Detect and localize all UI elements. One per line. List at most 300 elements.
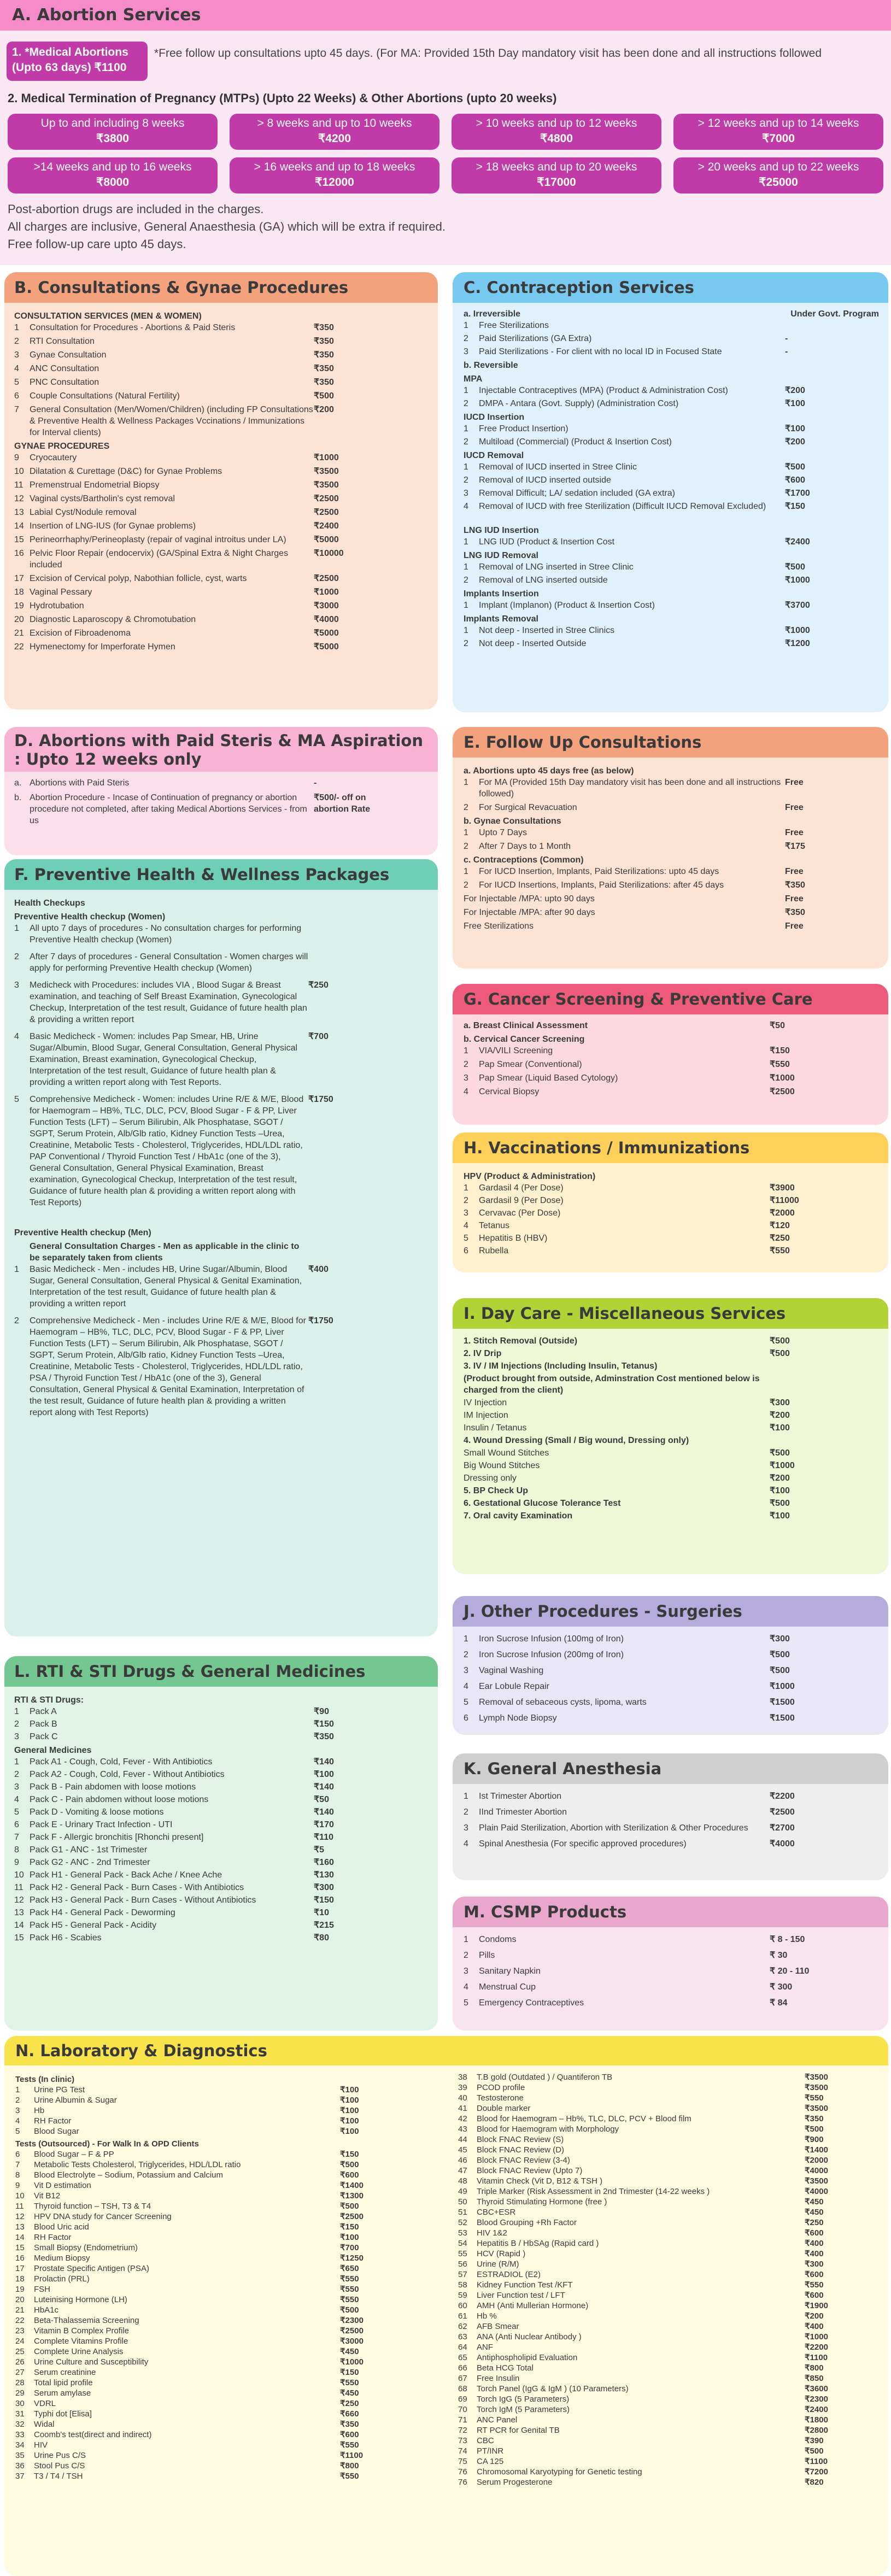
item-label: Hb % [477,2311,497,2321]
item-price: ₹2500 [340,2212,364,2221]
item-label: Pack A [30,1707,57,1716]
item-label: Insertion of LNG-IUS (for Gynae problems) [30,521,196,531]
section-g-list [464,1020,879,1100]
subheading: LNG IUD Removal [464,551,538,560]
item-price: ₹700 [308,1032,329,1041]
list-row [464,802,879,813]
item-price: ₹ 20 - 110 [770,1967,810,1976]
item-price: ₹2400 [314,521,339,531]
item-price: ₹2400 [785,537,810,547]
list-row [14,1706,430,1717]
item-label: For Injectable /MPA: after 90 days [464,908,595,917]
list-row [15,2116,431,2126]
item-price: ₹1750 [308,1095,333,1104]
item-label: Pack H6 - Scabies [30,1933,102,1943]
item-label: 6. Gestational Glucose Tolerance Test [464,1499,621,1508]
item-number: 29 [15,2389,25,2398]
item-price: ₹500 [785,562,805,572]
item-number: 4 [14,1032,19,1041]
item-number: 15 [14,535,24,544]
item-price: ₹100 [770,1423,790,1433]
item-label: Widal [34,2420,55,2429]
item-number: b. [14,793,22,802]
list-row [14,1756,430,1768]
item-price: ₹450 [340,2389,359,2398]
item-price: ₹1750 [308,1316,333,1325]
item-label: Pack B - Pain abdomen with loose motions [30,1782,196,1792]
section-j [453,1596,888,1735]
item-label: Cervavac (Per Dose) [479,1208,561,1218]
item-price: ₹150 [770,1046,790,1055]
item-label: CBC+ESR [477,2208,516,2217]
item-number: 6 [14,1820,19,1829]
item-label: For IUCD Insertion, Implants, Paid Sterilizations: upto 45 days [479,867,719,876]
list-row [458,2394,874,2404]
item-price: ₹400 [805,2249,824,2258]
pill-price: ₹4200 [318,132,351,145]
list-row [464,893,879,905]
mtp-price-pill [230,114,439,150]
list-row [464,474,879,486]
item-price: ₹500 [770,1499,790,1508]
item-price: ₹200 [805,2311,824,2321]
item-number: 13 [14,1908,24,1917]
item-label: For Surgical Revacuation [479,803,577,812]
item-price: ₹650 [340,2264,359,2273]
item-number: 16 [14,549,24,558]
item-price: ₹350 [314,378,334,387]
item-price: ₹2700 [770,1823,795,1833]
item-price: ₹4000 [314,615,339,624]
abortion-note: All charges are inclusive, General Anaesthesia (GA) which will be extra if required. [8,220,445,233]
pill-price: ₹25000 [759,176,798,189]
item-price: ₹1000 [770,1682,795,1691]
item-price: ₹300 [770,1634,790,1644]
irreversible-heading: a. Irreversible [464,309,521,319]
item-price: ₹350 [340,2420,359,2429]
item-number: 25 [15,2347,25,2356]
list-row [14,507,430,518]
list-row [14,614,430,625]
subheading: IUCD Insertion [464,413,525,422]
item-label: Blood Sugar – F & PP [34,2150,114,2159]
list-row [464,1182,879,1194]
item-price: Free [785,867,804,876]
item-price: ₹100 [770,1511,790,1521]
section-l-list [14,1692,430,1945]
list-row [464,1245,879,1257]
list-row [464,907,879,918]
mtp-title: 2. Medical Termination of Pregnancy (MTPs) (Upto 22 Weeks) & Other Abortions (upto 20 weeks) [8,91,557,105]
item-number: 34 [15,2440,25,2450]
item-label: Beta HCG Total [477,2363,534,2373]
item-number: 47 [458,2166,467,2175]
item-price: ₹1400 [805,2145,828,2155]
mtp-price-pill [452,157,661,193]
item-price: ₹100 [785,424,805,433]
list-row [15,2211,431,2222]
list-row [14,1781,430,1793]
item-number: 12 [14,494,24,503]
section-g [453,984,888,1125]
free-followup-note: *Free follow up consultations upto 45 days. (For MA: Provided 15th Day mandatory visit has been done and all instructions followed [154,47,822,60]
item-label: Paid Sterilizations (GA Extra) [479,334,592,343]
item-number: 16 [15,2254,25,2263]
list-row [458,2477,874,2487]
subheading: RTI & STI Drugs: [14,1695,84,1705]
list-row [464,436,879,448]
item-label: Not deep - Inserted in Stree Clinics [479,626,615,635]
list-row [14,377,430,388]
subheading: Preventive Health checkup (Men) [14,1228,151,1237]
item-price: ₹130 [314,1870,334,1880]
mtp-price-pill [230,157,439,193]
subheading: HPV (Product & Administration) [464,1172,596,1181]
section-d-title: D. Abortions with Paid Steris & MA Aspiration : Upto 12 weeks only [14,731,423,768]
item-number: 72 [458,2426,467,2435]
item-label: For Injectable /MPA: upto 90 days [464,894,595,903]
item-price: ₹600 [805,2228,824,2238]
item-number: 8 [15,2170,20,2180]
item-number: 4 [464,502,468,511]
item-price: ₹140 [314,1757,334,1767]
list-row [15,2191,431,2201]
list-row [15,2326,431,2336]
list-row [14,1731,430,1742]
item-label: Blood Uric acid [34,2222,89,2232]
item-price: ₹600 [805,2270,824,2279]
item-label: Emergency Contraceptives [479,1998,584,2008]
list-row [15,2346,431,2357]
list-row [458,2311,874,2321]
list-row [464,638,879,649]
item-price: ₹150 [785,502,805,511]
item-label: Ear Lobule Repair [479,1682,549,1691]
list-row [464,1397,879,1409]
subheading: Implants Insertion [464,589,539,598]
item-price: ₹90 [314,1707,329,1716]
list-row [14,1806,430,1818]
item-label: Sanitary Napkin [479,1967,541,1976]
item-number: 3 [14,1732,19,1741]
section-h-title: H. Vaccinations / Immunizations [464,1139,750,1157]
list-row [464,1712,879,1724]
item-number: 5 [464,1698,468,1707]
item-label: Chromosomal Karyotyping for Genetic testing [477,2467,642,2477]
pill-label: > 20 weeks and up to 22 weeks [697,161,859,173]
item-label: Serum Progesterone [477,2478,553,2487]
item-number: 1 [464,1792,468,1801]
list-row [14,452,430,463]
list-row [464,1220,879,1231]
item-label: Basic Medicheck - Women: includes Pap Smear, HB, Urine Sugar/Albumin, Blood Sugar, General Consultation, General Physical Examination, Breast examination, Gynecological Checkup, Interpretation of the test result, Guidance of future health plan & providing a written report along with Test Reports. [30,1032,298,1087]
item-price: ₹500 [340,2202,359,2211]
list-row [15,2170,431,2180]
subheading: b. Gynae Consultations [464,817,561,826]
item-label: PCOD profile [477,2083,525,2092]
list-row [458,2321,874,2332]
item-price: ₹2000 [805,2156,828,2165]
subheading: MPA [464,374,483,384]
item-number: 23 [15,2326,25,2336]
item-price: ₹600 [805,2291,824,2300]
list-row [14,493,430,504]
item-price: ₹3600 [805,2384,828,2393]
item-number: 4 [464,1221,468,1230]
item-label: Hydrotubation [30,601,84,611]
list-row [464,827,879,838]
item-label: Pack H1 - General Pack - Back Ache / Knee Ache [30,1870,222,1880]
item-number: 5 [464,1234,468,1243]
item-number: 17 [14,574,24,583]
list-row [458,2228,874,2238]
item-price: ₹ 84 [770,1998,788,2008]
item-number: 13 [14,508,24,517]
item-number: 2 [14,1720,19,1729]
item-price: ₹3500 [805,2104,828,2113]
item-number: 50 [458,2197,467,2207]
item-label: AFB Smear [477,2322,519,2331]
item-number: 3 [15,2106,20,2115]
pill-label: > 8 weeks and up to 10 weeks [257,117,412,130]
section-n [4,2036,888,2576]
list-row [464,1510,879,1522]
item-price: ₹400 [805,2239,824,2248]
item-price: ₹3700 [785,601,810,610]
item-price: ₹500 [340,2305,359,2315]
item-price: ₹500 [770,1650,790,1659]
item-number: 2 [464,1808,468,1817]
item-number: 2 [14,952,19,961]
item-price: Free [785,922,804,931]
item-label: T3 / T4 / TSH [34,2472,83,2481]
subheading: Health Checkups [14,899,85,908]
pill-price: ₹8000 [96,176,130,189]
item-label: Blood for Haemogram – Hb%, TLC, DLC, PCV + Blood film [477,2114,691,2123]
item-price: ₹2500 [340,2326,364,2336]
item-number: 3 [464,1073,468,1083]
item-price: ₹10 [314,1908,329,1917]
item-label: IInd Trimester Abortion [479,1808,567,1817]
list-row [458,2166,874,2176]
item-label: Implant (Implanon) (Product & Insertion Cost) [479,601,655,610]
section-f [4,859,438,1636]
item-price: ₹4000 [805,2166,828,2175]
item-label: Vit D estimation [34,2181,91,2190]
list-row [464,1485,879,1497]
item-price: ₹100 [340,2106,359,2115]
item-number: 2 [464,1196,468,1205]
item-price: ₹80 [314,1933,329,1943]
section-a-title: A. Abortion Services [12,5,201,25]
item-number: 6 [464,1714,468,1723]
item-number: 4 [464,1982,468,1992]
item-label: Vaginal Washing [479,1666,544,1675]
item-price: ₹1500 [770,1714,795,1723]
section-m-title: M. CSMP Products [464,1903,627,1921]
item-number: 3 [464,347,468,356]
list-row [464,920,879,932]
section-k-list [464,1791,879,1854]
list-row [464,1447,879,1459]
item-label: HbA1c [34,2305,59,2315]
list-row [14,979,430,1025]
item-price: ₹170 [314,1820,334,1829]
item-price: ₹500 [340,2160,359,2169]
list-row [458,2425,874,2436]
item-price: ₹100 [340,2085,359,2094]
item-price: ₹350 [314,1732,334,1741]
item-number: 12 [15,2212,25,2221]
subheading: c. Contraceptions (Common) [464,855,584,865]
list-row [464,1072,879,1084]
item-price: ₹250 [805,2218,824,2227]
item-number: 22 [14,642,24,652]
list-row [464,398,879,409]
list-row [14,1920,430,1931]
list-row [464,1410,879,1421]
item-number: 73 [458,2436,467,2445]
item-number: 6 [15,2150,20,2159]
item-price: ₹100 [785,399,805,408]
subheading: Implants Removal [464,614,538,624]
item-number: 46 [458,2156,467,2165]
item-label: Thyroid function – TSH, T3 & T4 [34,2202,151,2211]
item-price: ₹3500 [805,2176,828,2186]
item-price: ₹500/- off on abortion Rate [314,793,371,814]
item-number: 52 [458,2218,467,2227]
list-row [458,2436,874,2446]
item-label: General Consultation (Men/Women/Children) (including FP Consultations & Preventive Health & Wellness Packages Vccinations / Immunizations for Interval clients) [30,405,313,437]
item-price: ₹2300 [340,2316,364,2325]
item-number: 3 [14,981,19,990]
item-price: ₹660 [340,2409,359,2419]
list-row [14,792,430,826]
list-row [464,501,879,512]
list-row [464,1233,879,1244]
item-number: 49 [458,2187,467,2196]
item-price: ₹500 [770,1336,790,1346]
item-label: Ist Trimester Abortion [479,1792,562,1801]
list-row [464,1838,879,1850]
list-row [464,1422,879,1434]
item-label: Paid Sterilizations - For client with no local ID in Focused State [479,347,722,356]
item-label: Removal of IUCD with free Sterilization (Difficult IUCD Removal Excluded) [479,502,766,511]
item-label: Pack C [30,1732,58,1741]
item-number: 58 [458,2280,467,2290]
item-price: ₹150 [340,2368,359,2377]
item-number: 64 [458,2343,467,2352]
govt-program-label [464,308,879,320]
item-label: Gardasil 9 (Per Dose) [479,1196,564,1205]
medical-abortions-badge: 1. *Medical Abortions (Upto 63 days) ₹1100 [7,42,148,81]
item-price: - [785,347,788,356]
item-label: Double marker [477,2104,531,2113]
item-number: 70 [458,2405,467,2414]
item-number: 2 [464,803,468,812]
item-number: 24 [15,2337,25,2346]
item-number: 3 [464,1823,468,1833]
list-row [14,600,430,612]
item-price: ₹2500 [314,508,339,517]
item-number: 17 [15,2264,25,2273]
item-label: Free Sterilizations [464,922,534,931]
item-label: Gynae Consultation [30,350,107,360]
item-price: ₹250 [770,1234,790,1243]
list-row [14,1315,430,1418]
item-label: Urine PG Test [34,2085,85,2094]
lab-tests-right-column [458,2072,874,2487]
item-price: ₹550 [340,2285,359,2294]
item-number: 19 [14,601,24,611]
item-price: ₹3000 [340,2337,364,2346]
item-number: 18 [14,588,24,597]
section-i [453,1298,888,1574]
item-number: 5 [14,1808,19,1817]
item-number: 55 [458,2249,467,2258]
list-row [458,2332,874,2342]
item-number: 6 [14,391,19,401]
item-number: 1 [14,1707,19,1716]
item-label: Pack G2 - ANC - 2nd Trimester [30,1858,150,1867]
item-price: ₹140 [314,1808,334,1817]
item-price: ₹800 [340,2461,359,2471]
list-row [15,2398,431,2409]
item-price: - [314,778,317,788]
item-label: IV Injection [464,1398,507,1407]
item-price: ₹400 [308,1265,329,1274]
item-price: ₹140 [314,1782,334,1792]
item-price: ₹300 [805,2260,824,2269]
list-row [458,2456,874,2467]
item-label: Pills [479,1951,495,1960]
section-l-title: L. RTI & STI Drugs & General Medicines [14,1662,366,1681]
item-number: 2 [464,437,468,447]
list-row [464,1059,879,1070]
list-row [464,1373,879,1396]
item-label: Pack F - Allergic bronchitis [Rhonchi present] [30,1833,204,1842]
item-price: ₹350 [314,350,334,360]
item-label: CA 125 [477,2457,504,2466]
item-label: Dressing only [464,1474,517,1483]
list-row [464,1335,879,1347]
list-row [458,2093,874,2103]
pill-price: ₹4800 [540,132,573,145]
list-row [458,2103,874,2114]
list-row [15,2471,431,2481]
list-row [464,320,879,331]
item-number: 1 [464,1183,468,1193]
list-row [464,423,879,435]
item-number: 75 [458,2457,467,2466]
item-price: ₹350 [785,908,805,917]
item-label: Not deep - Inserted Outside [479,639,587,648]
item-number: 48 [458,2176,467,2186]
item-number: 65 [458,2353,467,2362]
item-label: Couple Consultations (Natural Fertility) [30,391,180,401]
item-number: 69 [458,2395,467,2404]
item-label: Urine Albumin & Sugar [34,2096,117,2105]
item-number: 3 [14,1782,19,1792]
item-price: ₹550 [770,1060,790,1069]
mtp-price-pill [673,114,883,150]
list-row [458,2238,874,2249]
item-price: ₹1000 [770,1461,795,1470]
list-row [464,625,879,636]
list-row [464,777,879,800]
item-label: Excision of Cervical polyp, Nabothian follicle, cyst, warts [30,574,247,583]
item-label: Typhi dot [Elisa] [34,2409,92,2419]
